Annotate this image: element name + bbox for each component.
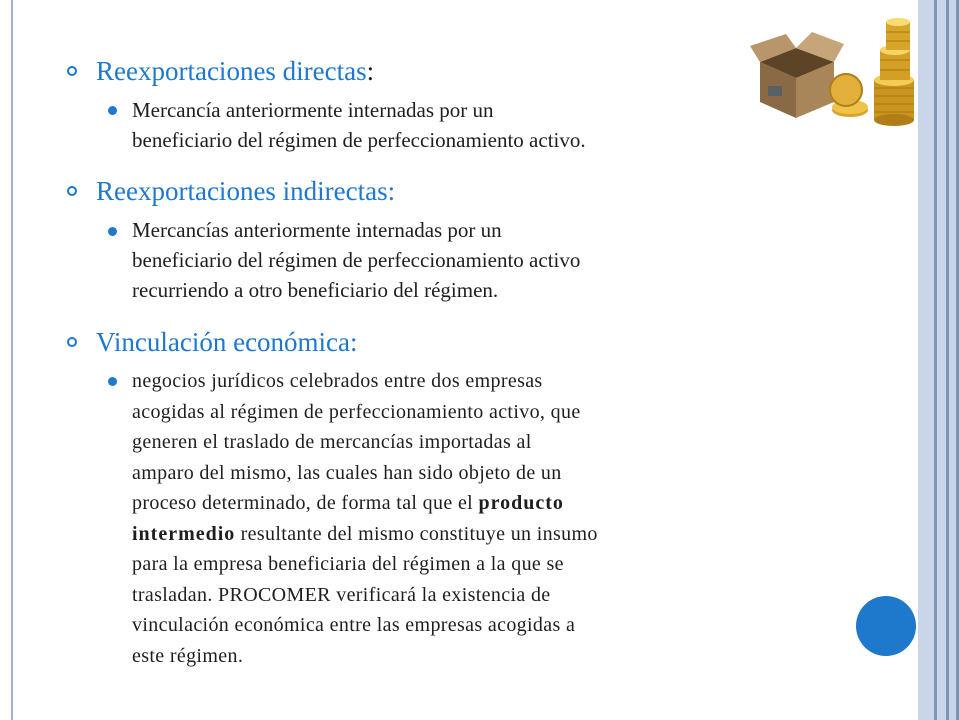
heading-bullet-icon (67, 337, 77, 347)
text-line: trasladan. PROCOMER verificará la existencia de (132, 583, 551, 606)
heading-text: Reexportaciones indirectas: (96, 176, 396, 206)
text-line-with-bold (132, 519, 832, 550)
heading-reexportaciones-indirectas (96, 175, 395, 207)
text-line: vinculación económica entre las empresas acogidas a (132, 614, 576, 636)
text-segment: resultante del mismo constituye un insumo (240, 522, 598, 545)
heading-text: Reexportaciones directas (96, 56, 367, 86)
text-line: acogidas al régimen de perfeccionamiento activo, que (132, 400, 581, 423)
heading-text: Vinculación económica: (96, 327, 358, 357)
heading-bullet-icon (67, 186, 77, 196)
text-line-with-bold (132, 488, 832, 519)
bold-term-intermedio: intermedio (132, 522, 236, 545)
heading-reexportaciones-directas (96, 55, 374, 87)
heading-bullet-icon (67, 66, 77, 76)
sub-bullet-icon (108, 377, 117, 386)
right-decorative-stripes (918, 0, 960, 720)
text-line: este régimen. (132, 644, 244, 667)
heading-colon: : (366, 56, 375, 86)
bullet-text-indirectas (132, 215, 832, 305)
sub-bullet-icon (108, 227, 117, 236)
bullet-text-directas (132, 95, 832, 155)
bullet-text-vinculacion (132, 366, 832, 671)
text-line: generen el traslado de mercancías importadas al (132, 431, 532, 453)
text-line: beneficiario del régimen de perfeccionamiento activo. (132, 128, 586, 152)
text-line: negocios jurídicos celebrados entre dos empresas (132, 370, 543, 392)
bold-term-producto: producto (478, 492, 564, 514)
text-segment: proceso determinado, de forma tal que el (132, 492, 479, 514)
heading-vinculacion-economica (96, 326, 358, 358)
text-line: Mercancía anteriormente internadas por un (132, 98, 494, 122)
sub-bullet-icon (108, 106, 117, 115)
text-line: beneficiario del régimen de perfeccionamiento activo (132, 248, 581, 272)
text-line: Mercancías anteriormente internadas por un (132, 218, 502, 242)
text-line: amparo del mismo, las cuales han sido objeto de un (132, 461, 562, 484)
text-line: recurriendo a otro beneficiario del régimen. (132, 278, 499, 302)
text-line: para la empresa beneficiaria del régimen a la que se (132, 553, 564, 575)
